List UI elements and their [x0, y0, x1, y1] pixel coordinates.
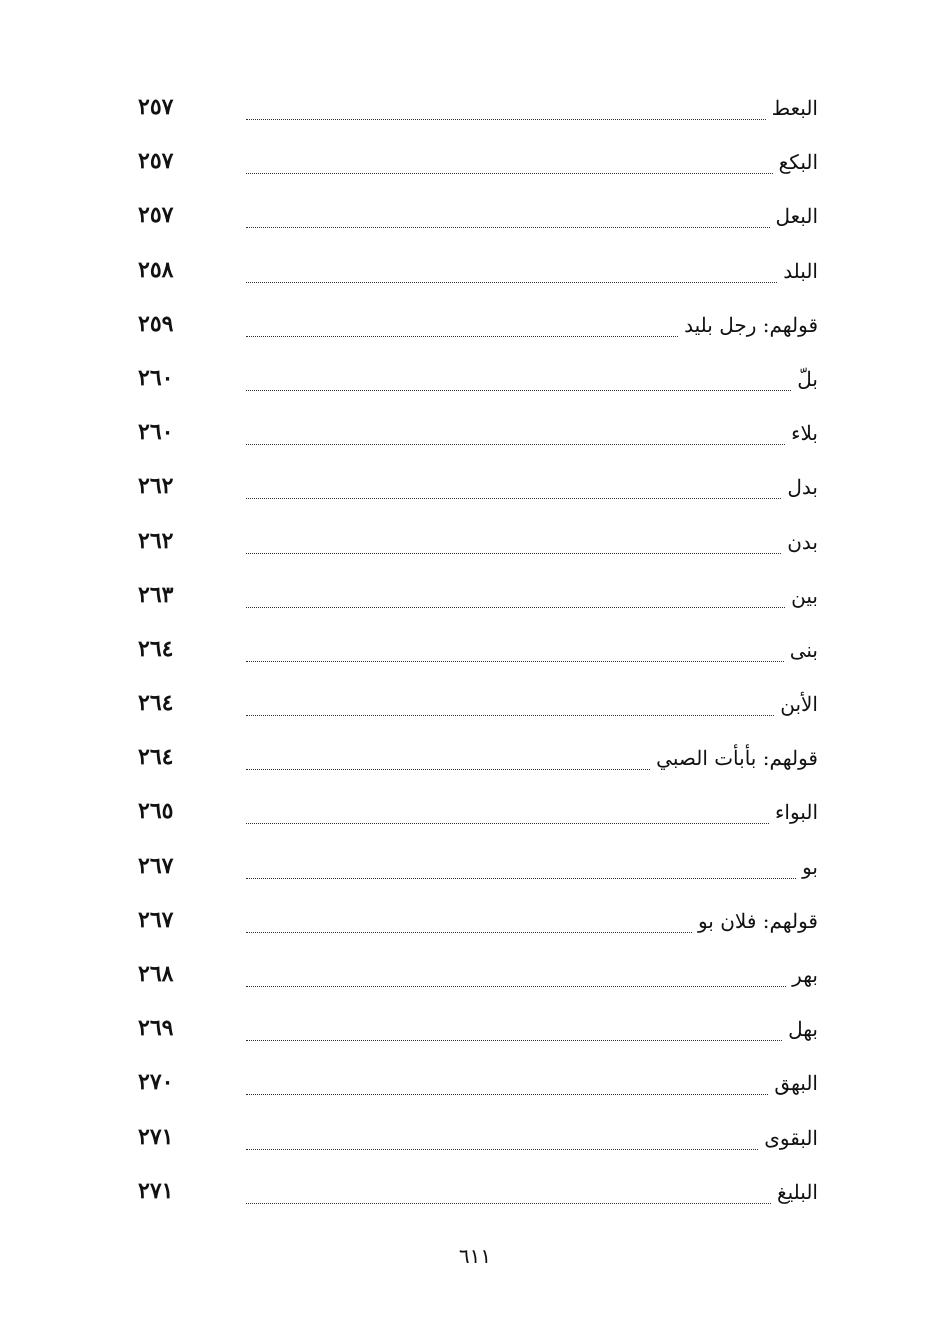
entry-title: الأبن [776, 684, 818, 724]
dot-leader [246, 986, 786, 987]
toc-entry [138, 1061, 818, 1115]
page-number: ٢٦٧ [138, 852, 174, 879]
page-number: ٢٥٧ [138, 148, 174, 175]
entry-title: بدل [783, 467, 818, 507]
entry-title: بلّ [793, 359, 818, 399]
dot-leader [246, 390, 791, 391]
dot-leader [246, 498, 781, 499]
entry-title: قولهم: بأبأت الصبي [652, 738, 818, 778]
page-number: ٢٦٣ [138, 581, 174, 608]
dot-leader [246, 1094, 768, 1095]
page-number: ٢٥٨ [138, 256, 174, 283]
toc-entry [138, 736, 818, 790]
entry-title: بدن [783, 522, 818, 562]
toc-entry [138, 465, 818, 519]
toc-entry [138, 1007, 818, 1061]
dot-leader [246, 878, 796, 879]
table-of-contents [138, 86, 818, 1224]
entry-title: البقوى [760, 1118, 818, 1158]
entry-title: بو [798, 847, 818, 887]
page-number: ٢٦٤ [138, 744, 174, 771]
toc-entry [138, 682, 818, 736]
entry-title: بلاء [787, 413, 818, 453]
page-number: ٢٦٧ [138, 906, 174, 933]
entry-title: بين [787, 576, 818, 616]
toc-entry [138, 1116, 818, 1170]
dot-leader [246, 1149, 758, 1150]
entry-title: قولهم: فلان بو [694, 901, 818, 941]
dot-leader [246, 336, 678, 337]
toc-entry [138, 574, 818, 628]
toc-entry [138, 249, 818, 303]
toc-entry [138, 303, 818, 357]
dot-leader [246, 607, 785, 608]
dot-leader [246, 1040, 782, 1041]
toc-entry [138, 194, 818, 248]
page-number: ٢٧١ [138, 1123, 174, 1150]
toc-entry [138, 411, 818, 465]
dot-leader [246, 823, 769, 824]
entry-title: البلد [779, 251, 818, 291]
dot-leader [246, 444, 785, 445]
entry-title: البعل [772, 196, 818, 236]
toc-entry [138, 845, 818, 899]
toc-entry [138, 899, 818, 953]
entry-title: البليغ [773, 1172, 818, 1212]
page-number: ٢٦٠ [138, 419, 174, 446]
dot-leader [246, 1203, 771, 1204]
dot-leader [246, 173, 773, 174]
entry-title: البهق [770, 1063, 818, 1103]
dot-leader [246, 769, 650, 770]
dot-leader [246, 661, 784, 662]
toc-entry [138, 1170, 818, 1224]
toc-entry [138, 520, 818, 574]
page-number: ٢٥٩ [138, 310, 174, 337]
page-number: ٢٧٠ [138, 1069, 174, 1096]
page-number: ٢٦٥ [138, 798, 174, 825]
page-number: ٢٦٩ [138, 1015, 174, 1042]
page-number: ٢٥٧ [138, 202, 174, 229]
toc-entry [138, 953, 818, 1007]
entry-title: البعط [768, 88, 818, 128]
dot-leader [246, 227, 770, 228]
page-number: ٢٦٢ [138, 527, 174, 554]
toc-entry [138, 790, 818, 844]
entry-title: بهل [784, 1009, 818, 1049]
entry-title: البكع [775, 142, 818, 182]
toc-entry [138, 628, 818, 682]
page-number: ٢٥٧ [138, 94, 174, 120]
dot-leader [246, 553, 781, 554]
entry-title: البواء [771, 792, 818, 832]
entry-title: بنى [786, 630, 818, 670]
page-number: ٢٦٠ [138, 364, 174, 391]
toc-entry [138, 86, 818, 140]
page-number: ٢٦٤ [138, 635, 174, 662]
toc-entry [138, 357, 818, 411]
dot-leader [246, 715, 774, 716]
page-number: ٢٦٢ [138, 473, 174, 500]
dot-leader [246, 282, 777, 283]
entry-title: قولهم: رجل بليد [680, 305, 818, 345]
dot-leader [246, 119, 766, 120]
page-number: ٢٧١ [138, 1177, 174, 1204]
dot-leader [246, 932, 692, 933]
page-footer-number: ٦١١ [458, 1244, 492, 1268]
toc-entry [138, 140, 818, 194]
entry-title: بهر [788, 955, 818, 995]
page-number: ٢٦٤ [138, 690, 174, 717]
page-number: ٢٦٨ [138, 961, 174, 987]
